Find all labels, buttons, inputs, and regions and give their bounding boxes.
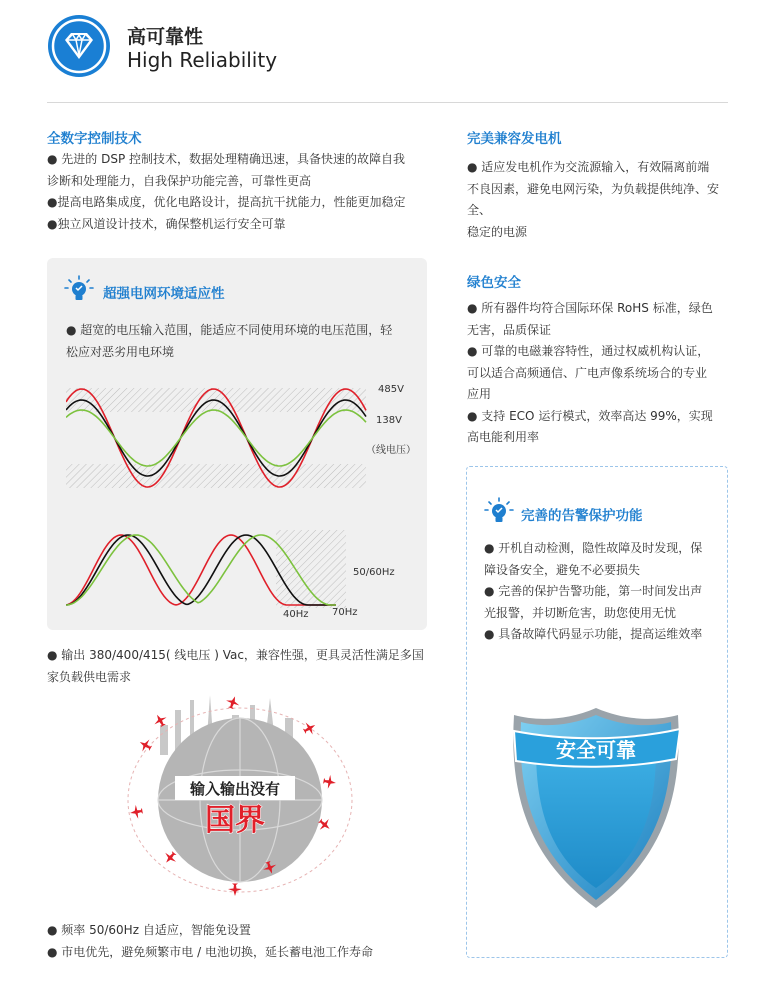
text-line: ● 输出 380/400/415( 线电压 ) Vac，兼容性强，更具灵活性满足多国 <box>47 648 424 662</box>
text-line: 高电能利用率 <box>467 430 540 444</box>
bulb-icon <box>484 497 514 525</box>
globe-text-line2: 国界 <box>205 803 265 838</box>
globe-text-line1: 输入输出没有 <box>189 780 281 798</box>
section-title-green: 绿色安全 <box>467 275 521 291</box>
voltage-note-label: （线电压） <box>366 445 416 456</box>
frequency-wave-diagram <box>66 525 366 615</box>
text-line: ● 完善的保护告警功能，第一时间发出声 <box>484 584 703 598</box>
text-line: ● 开机自动检测，隐性故障及时发现，保 <box>484 541 703 555</box>
text-line: ● 适应发电机作为交流源输入，有效隔离前端 <box>467 160 710 174</box>
shield-illustration <box>506 703 686 913</box>
shield-text: 安全可靠 <box>556 738 636 762</box>
airplane-icon <box>322 774 337 790</box>
text-line: 光报警，并切断危害，助您使用无忧 <box>484 605 677 620</box>
text-line: 松应对恶劣用电环境 <box>66 344 175 359</box>
section-title-digital: 全数字控制技术 <box>47 131 142 147</box>
freq-high-label: 70Hz <box>332 607 358 618</box>
diamond-icon <box>48 15 110 77</box>
text-line: ● 先进的 DSP 控制技术，数据处理精确迅速，具备快速的故障自我 <box>47 152 406 166</box>
section-title-generator: 完美兼容发电机 <box>467 131 562 147</box>
output-text <box>47 645 437 688</box>
text-line: ● 所有器件均符合国际环保 RoHS 标准，绿色 <box>467 301 713 315</box>
text-line: 应用 <box>467 387 492 401</box>
text-line: 不良因素，避免电网污染，为负载提供纯净、安全、 <box>467 181 720 217</box>
text-line: ●独立风道设计技术，确保整机运行安全可靠 <box>47 216 286 231</box>
text-line: 无害，品质保证 <box>467 322 552 337</box>
section-title-grid: 超强电网环境适应性 <box>103 286 225 302</box>
text-line: 障设备安全，避免不必要损失 <box>484 562 641 577</box>
text-line: ● 可靠的电磁兼容特性，通过权威机构认证， <box>467 344 710 358</box>
text-line: 诊断和处理能力，自我保护功能完善，可靠性更高 <box>47 173 312 188</box>
page-title-en: High Reliability <box>127 48 278 72</box>
text-line: ● 支持 ECO 运行模式，效率高达 99%，实现 <box>467 408 713 423</box>
alarm-text <box>484 538 722 646</box>
freq-label: 50/60Hz <box>353 567 395 578</box>
text-line: 稳定的电源 <box>467 224 528 239</box>
header-divider <box>47 102 728 103</box>
airplane-icon <box>228 884 242 897</box>
text-line: 可以适合高频通信、广电声像系统场合的专业 <box>467 365 708 380</box>
diamond-logo <box>48 15 110 77</box>
voltage-low-label: 138V <box>376 415 402 426</box>
airplane-icon <box>129 804 144 820</box>
text-line: ● 市电优先，避免频繁市电 / 电池切换，延长蓄电池工作寿命 <box>47 944 373 959</box>
text-line: ● 频率 50/60Hz 自适应，智能免设置 <box>47 923 251 937</box>
freq-text <box>47 920 437 963</box>
bulb-icon <box>64 275 94 303</box>
digital-text <box>47 149 432 235</box>
section-title-alarm: 完善的告警保护功能 <box>521 508 643 524</box>
voltage-high-label: 485V <box>378 384 404 395</box>
generator-text <box>467 157 732 243</box>
freq-low-label: 40Hz <box>283 609 309 620</box>
airplane-icon <box>301 719 319 737</box>
text-line: ● 具备故障代码显示功能，提高运维效率 <box>484 627 703 641</box>
freq-hatch <box>276 530 346 608</box>
grid-text <box>66 320 416 363</box>
voltage-wave-diagram <box>66 378 376 498</box>
text-line: ● 超宽的电压输入范围，能适应不同使用环境的电压范围，轻 <box>66 323 393 337</box>
hatch-band-bottom <box>66 464 366 488</box>
green-text <box>467 298 732 449</box>
text-line: ●提高电路集成度，优化电路设计，提高抗干扰能力，性能更加稳定 <box>47 195 406 209</box>
page-title-cn: 高可靠性 <box>127 26 204 48</box>
text-line: 家负载供电需求 <box>47 669 132 684</box>
globe-illustration <box>120 690 360 905</box>
